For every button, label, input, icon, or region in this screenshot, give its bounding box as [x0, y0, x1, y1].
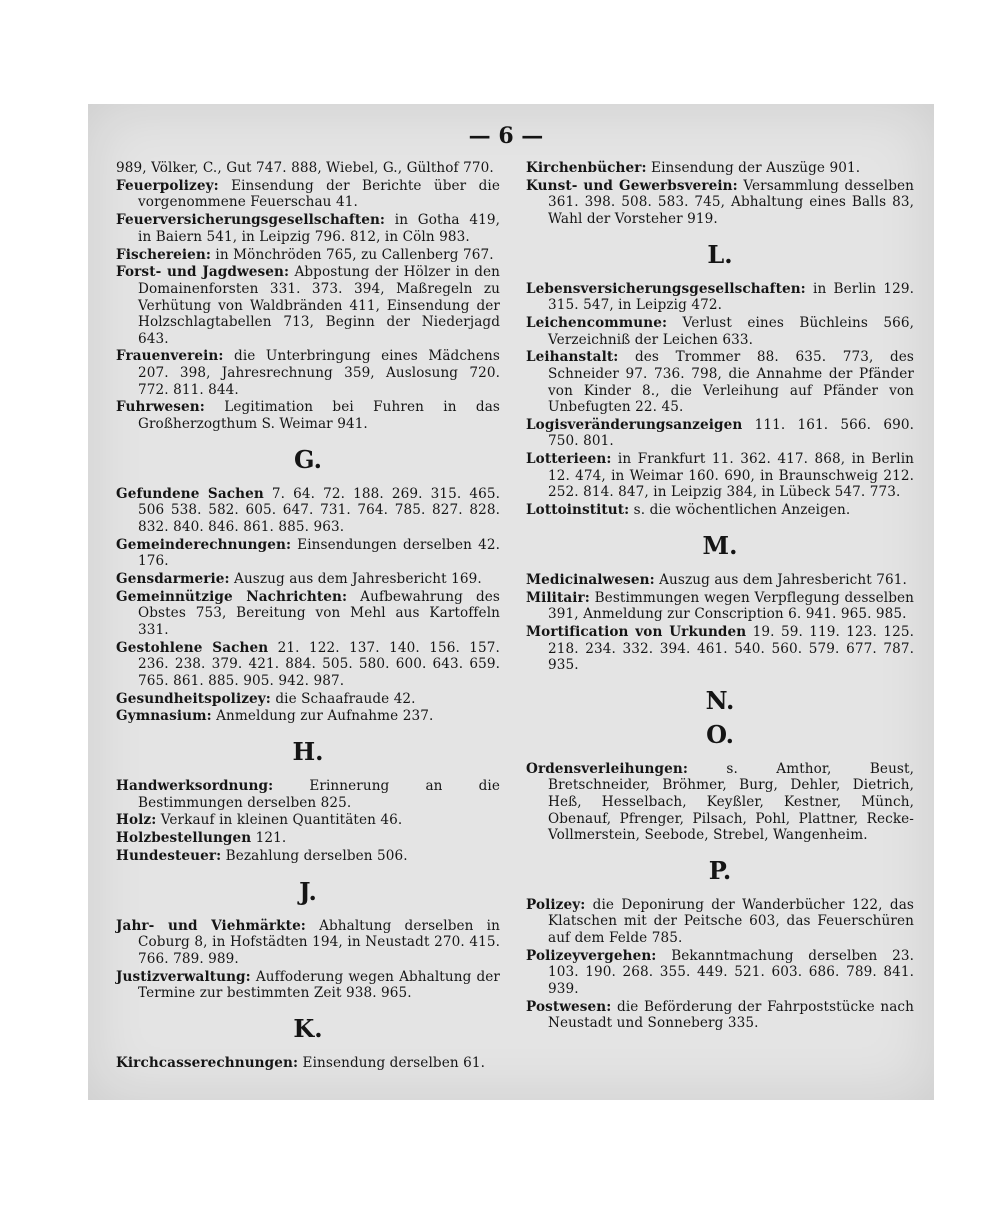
index-entry [526, 502, 914, 519]
entry-references: die Unterbringung eines Mädchens 207. 398, Jahresrechnung 359, Auslosung 720. 772. 811. 844. [138, 348, 500, 398]
left-column [116, 160, 500, 1073]
entry-references: die Deponirung der Wanderbücher 122, das Klatschen mit der Peitsche 603, das Feuerschüren auf dem Felde 785. [548, 896, 914, 946]
entry-references: die Beförderung der Fahrpoststücke nach Neustadt und Sonneberg 335. [548, 998, 914, 1032]
entry-references: 989, Völker, C., Gut 747. 888, Wiebel, G., Gülthof 770. [116, 160, 494, 176]
page-number: — 6 — [468, 123, 544, 149]
index-entry [526, 999, 914, 1032]
index-entry [116, 589, 500, 639]
index-entry [526, 281, 914, 314]
entry-references: Anmeldung zur Aufnahme 237. [211, 708, 434, 725]
entry-term: Kunst- und Gewerbsverein: [526, 177, 738, 194]
entry-references: 111. 161. 566. 690. 750. 801. [548, 416, 914, 450]
entry-term: Gensdarmerie: [116, 570, 230, 587]
entry-term: Gefundene Sachen [116, 485, 264, 502]
index-entry [526, 451, 914, 501]
entry-term: Jahr- und Viehmärkte: [116, 917, 306, 934]
entry-term: Feuerversicherungsgesellschaften: [116, 212, 386, 229]
entry-term: Leichencommune: [526, 314, 668, 331]
entry-term: Gymnasium: [116, 708, 212, 725]
entry-references: in Frankfurt 11. 362. 417. 868, in Berlin 12. 474, in Weimar 160. 690, in Braunschweig 212. 252. 814. 847, in Leipzig 384, in Lübeck 547. 773. [548, 451, 914, 501]
entry-term: Ordensverleihungen: [526, 760, 688, 777]
index-entry [116, 486, 500, 536]
entry-term: Gemeinderechnungen: [116, 536, 292, 553]
entry-term: Lottoinstitut: [526, 502, 630, 519]
index-entry [116, 571, 500, 588]
entry-term: Polizey: [526, 896, 586, 913]
entry-term: Gestohlene Sachen [116, 639, 269, 656]
entry-references: Abpostung der Hölzer in den Domainenforsten 331. 373. 394, Maßregeln zu Verhütung von Waldbränden 411, Einsendung der Holzschlagtabellen 713, Beginn der Niederjagd 643. [138, 264, 500, 347]
entry-term: Lotterieen: [526, 451, 612, 468]
entry-term: Holzbestellungen [116, 830, 252, 847]
entry-references: 7. 64. 72. 188. 269. 315. 465. 506 538. 582. 605. 647. 731. 764. 785. 827. 828. 832. 840. 846. 861. 885. 963. [138, 485, 500, 535]
entry-term: Hundesteuer: [116, 848, 222, 864]
index-entry [526, 948, 914, 998]
index-entry [526, 160, 914, 177]
index-entry [116, 212, 500, 245]
entry-term: Kirchcasserechnungen: [116, 1054, 299, 1071]
index-entry [116, 778, 500, 811]
entry-term: Holz: [116, 812, 157, 829]
index-entry [526, 349, 914, 415]
entry-references: Abhaltung derselben in Coburg 8, in Hofstädten 194, in Neustadt 270. 415. 766. 789. 989. [138, 917, 500, 967]
index-entry [116, 178, 500, 211]
section-heading: G. [294, 444, 322, 474]
entry-references: Verlust eines Büchleins 566, Verzeichniß der Leichen 633. [548, 314, 914, 348]
entry-term: Feuerpolizey: [116, 177, 219, 194]
entry-term: Fuhrwesen: [116, 399, 205, 416]
section-heading: H. [292, 737, 324, 767]
entry-references: Aufbewahrung des Obstes 753, Bereitung von Mehl aus Kartoffeln 331. [138, 588, 500, 638]
entry-references: Bekanntmachung derselben 23. 103. 190. 268. 355. 449. 521. 603. 686. 789. 841. 939. [548, 947, 914, 997]
entry-references: Bezahlung derselben 506. [221, 848, 408, 864]
entry-term: Lebensversicherungsgesellschaften: [526, 280, 806, 297]
entry-term: Leihanstalt: [526, 349, 619, 366]
section-heading: N. [705, 685, 735, 715]
index-entry [116, 399, 500, 432]
index-entry [116, 160, 500, 177]
entry-term: Kirchenbücher: [526, 160, 647, 176]
section-heading: P. [708, 855, 732, 885]
entry-term: Frauenverein: [116, 348, 224, 365]
section-heading: J. [299, 876, 317, 906]
entry-references: des Trommer 88. 635. 773, des Schneider 97. 736. 798, die Annahme der Pfänder von Kinder 8., die Verleihung auf Pfänder von Unbefugten 22. 45. [548, 349, 914, 416]
entry-references: s. die wöchentlichen Anzeigen. [629, 502, 851, 519]
index-entry [116, 348, 500, 398]
index-entry [116, 691, 500, 708]
index-entry [526, 572, 914, 589]
section-heading: O. [706, 719, 734, 749]
index-entry [116, 247, 500, 264]
section-heading: L. [707, 239, 733, 269]
index-entry [116, 708, 500, 725]
entry-term: Handwerksordnung: [116, 778, 274, 795]
section-heading: K. [293, 1013, 323, 1043]
entry-references: 21. 122. 137. 140. 156. 157. 236. 238. 379. 421. 884. 505. 580. 600. 643. 659. 765. 861. 885. 905. 942. 987. [138, 639, 500, 689]
index-entry [526, 624, 914, 674]
index-entry [116, 969, 500, 1002]
entry-references: Bestimmungen wegen Verpflegung desselben 391, Anmeldung zur Conscription 6. 941. 965. 985. [548, 589, 914, 623]
entry-references: Auszug aus dem Jahresbericht 761. [654, 571, 907, 588]
entry-references: in Berlin 129. 315. 547, in Leipzig 472. [548, 280, 914, 314]
entry-references: Versammlung desselben 361. 398. 508. 583. 745, Abhaltung eines Balls 83, Wahl der Vorsteher 919. [548, 177, 915, 227]
index-entry [116, 918, 500, 968]
index-entry [526, 178, 914, 228]
entry-term: Forst- und Jagdwesen: [116, 264, 290, 281]
entry-term: Gesundheitspolizey: [116, 690, 271, 707]
entry-references: Verkauf in kleinen Quantitäten 46. [156, 812, 403, 829]
index-entry [116, 640, 500, 690]
entry-references: Auszug aus dem Jahresbericht 169. [229, 570, 482, 587]
entry-term: Gemeinnützige Nachrichten: [116, 588, 348, 605]
entry-term: Polizeyvergehen: [526, 947, 657, 964]
entry-term: Justizverwaltung: [116, 968, 251, 985]
index-entry [526, 761, 914, 844]
entry-term: Militair: [526, 589, 590, 606]
entry-references: die Schaafraude 42. [270, 690, 416, 707]
entry-references: Legitimation bei Fuhren in das Großherzogthum S. Weimar 941. [138, 399, 500, 433]
entry-references: in Gotha 419, in Baiern 541, in Leipzig 796. 812, in Cöln 983. [138, 212, 500, 245]
entry-term: Fischereien: [116, 246, 212, 263]
entry-references: 19. 59. 119. 123. 125. 218. 234. 332. 394. 461. 540. 560. 579. 677. 787. 935. [548, 623, 914, 674]
entry-references: s. Amthor, Beust, Bretschneider, Bröhmer, Burg, Dehler, Dietrich, Heß, Hesselbach, Keyßler, Kestner, Münch, Obenauf, Pfrenger, Pilsach, Pohl, Plattner, Recke-Vollmerstein, Seebode, Strebel, Wangenheim. [548, 760, 914, 844]
index-entry [526, 590, 914, 623]
index-entry [526, 315, 914, 348]
index-entry [116, 264, 500, 347]
entry-references: Einsendung der Auszüge 901. [646, 160, 861, 176]
entry-references: Einsendungen derselben 42. 176. [138, 536, 500, 570]
entry-references: Erinnerung an die Bestimmungen derselben 825. [138, 778, 500, 811]
entry-term: Postwesen: [526, 998, 612, 1015]
entry-references: 121. [251, 830, 287, 847]
right-column [526, 160, 914, 1033]
index-entry [116, 830, 500, 847]
entry-term: Medicinalwesen: [526, 571, 655, 588]
index-entry [526, 417, 914, 450]
index-entry [116, 537, 500, 570]
index-entry [116, 812, 500, 829]
index-entry [526, 897, 914, 947]
entry-references: Einsendung der Berichte über die vorgenommene Feuerschau 41. [138, 177, 500, 211]
index-entry [116, 1055, 500, 1072]
entry-term: Logisveränderungsanzeigen [526, 416, 743, 433]
entry-references: Auffoderung wegen Abhaltung der Termine zur bestimmten Zeit 938. 965. [138, 968, 500, 1002]
section-heading: M. [702, 530, 738, 560]
index-entry [116, 848, 500, 865]
entry-term: Mortification von Urkunden [526, 623, 747, 640]
entry-references: Einsendung derselben 61. [298, 1054, 486, 1071]
entry-references: in Mönchröden 765, zu Callenberg 767. [211, 246, 494, 263]
